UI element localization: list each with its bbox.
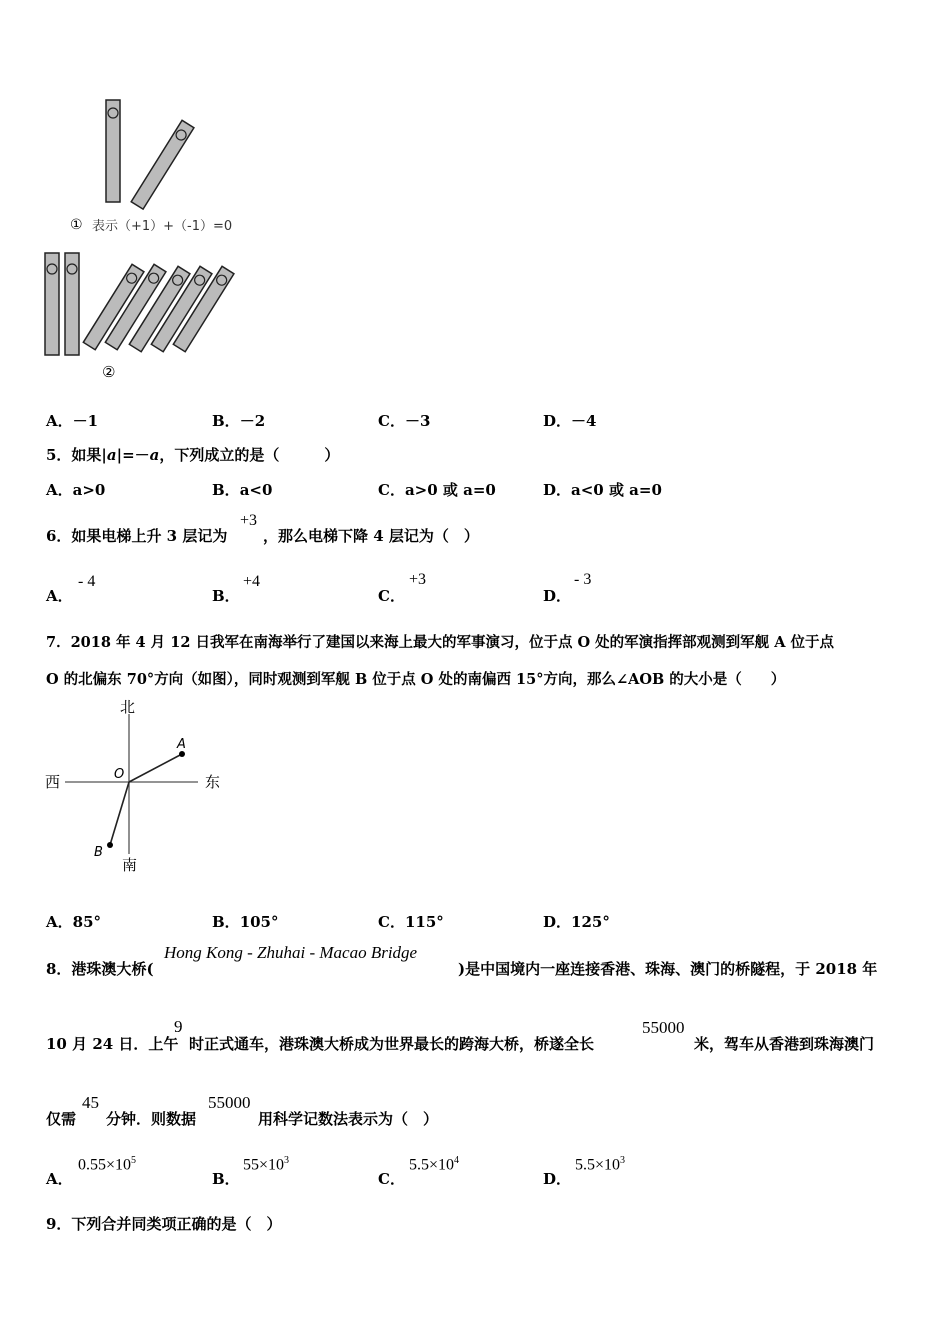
q4-option-a[interactable]: A．－1: [46, 412, 99, 430]
figure-label-1: ①: [70, 217, 83, 233]
q7-option-a[interactable]: A．85°: [46, 913, 102, 931]
ray-oa: [129, 754, 182, 782]
point-b: [107, 842, 113, 848]
q6-option-b-value: +4: [243, 573, 261, 590]
q7-stem-line2: O 的北偏东 70°方向（如图），同时观测到军舰 B 位于点 O 处的南偏西 15°方向，那么∠AOB 的大小是（ ）: [46, 671, 786, 688]
ray-ob: [110, 782, 129, 845]
q8-stem-part6: 仅需: [46, 1110, 77, 1128]
q7-option-c[interactable]: C．115°: [378, 913, 444, 931]
q7-option-b[interactable]: B．105°: [212, 913, 279, 931]
q6-option-a-value: - 4: [78, 573, 96, 590]
q6-option-b[interactable]: B．: [212, 587, 240, 605]
rod-slanted: [131, 120, 194, 209]
q9-stem: 9．下列合并同类项正确的是（ ）: [46, 1215, 282, 1233]
q5-option-d[interactable]: D．a<0 或 a=0: [543, 481, 662, 499]
q6-option-c[interactable]: C．: [378, 587, 405, 605]
q5-option-b[interactable]: B．a<0: [212, 481, 273, 499]
q8-math-55000: 55000: [642, 1018, 685, 1037]
q8-stem-part2: )是中国境内一座连接香港、珠海、澳门的桥隧程，于 2018 年: [458, 960, 878, 978]
counting-rods-figure: [40, 96, 270, 386]
q8-math-45: 45: [82, 1093, 99, 1112]
q6-option-d[interactable]: D．: [543, 587, 572, 605]
q8-option-c[interactable]: C．: [378, 1170, 405, 1188]
q8-bridge-name: Hong Kong - Zhuhai - Macao Bridge: [164, 943, 418, 962]
label-b: B: [94, 845, 103, 860]
q5-option-c[interactable]: C．a>0 或 a=0: [378, 481, 496, 499]
q8-stem-part4: 时正式通车，港珠澳大桥成为世界最长的跨海大桥，桥遂全长: [189, 1035, 595, 1053]
q7-option-d[interactable]: D．125°: [543, 913, 610, 931]
q8-option-b[interactable]: B．: [212, 1170, 240, 1188]
q8-stem-part1: 8．港珠澳大桥(: [46, 960, 154, 978]
q4-option-b[interactable]: B．－2: [212, 412, 266, 430]
q6-option-d-value: - 3: [574, 571, 592, 588]
q8-option-b-value: $55\times 10^3$: [243, 1155, 290, 1174]
q8-option-a[interactable]: A．: [46, 1170, 73, 1188]
q8-option-d[interactable]: D．: [543, 1170, 572, 1188]
label-south: 南: [122, 856, 138, 874]
q8-stem-part3: 10 月 24 日．上午: [46, 1035, 179, 1053]
label-east: 东: [205, 773, 221, 791]
figure-caption-1: 表示（+1）+（-1）=0: [92, 219, 233, 234]
q8-option-a-value: $0.55\times 10^5$: [78, 1155, 137, 1174]
q6-stem-part1: 6．如果电梯上升 3 层记为: [46, 527, 228, 545]
q7-stem-line1: 7．2018 年 4 月 12 日我军在南海举行了建国以来海上最大的军事演习，位于点 O 处的军演指挥部观测到军舰 A 位于点: [46, 634, 835, 651]
label-o: O: [114, 767, 125, 782]
label-a: A: [177, 737, 186, 752]
q5-option-a[interactable]: A．a>0: [46, 481, 106, 499]
q6-stem-part2: ，那么电梯下降 4 层记为（ ）: [263, 527, 479, 545]
q8-math-9: 9: [174, 1017, 183, 1036]
q8-stem-part5: 米，驾车从香港到珠海澳门: [694, 1035, 875, 1053]
q4-option-c[interactable]: C．－3: [378, 412, 431, 430]
figure-label-2: ②: [102, 363, 116, 381]
q8-math-55000-b: 55000: [208, 1093, 251, 1112]
q5-stem: 5．如果|a|=－a，下列成立的是（ ）: [46, 446, 340, 464]
q8-stem-part8: 用科学记数法表示为（ ）: [258, 1110, 439, 1128]
q8-stem-part7: 分钟．则数据: [106, 1110, 197, 1128]
q6-option-c-value: +3: [409, 571, 427, 588]
label-west: 西: [45, 773, 61, 791]
q8-option-c-value: $5.5\times 10^4$: [409, 1155, 460, 1174]
q4-option-d[interactable]: D．－4: [543, 412, 597, 430]
q6-option-a[interactable]: A．: [46, 587, 73, 605]
q8-option-d-value: $5.5\times 10^3$: [575, 1155, 626, 1174]
compass-diagram: [40, 696, 230, 876]
q6-math-plus3: +3: [240, 512, 258, 529]
label-north: 北: [120, 698, 136, 716]
